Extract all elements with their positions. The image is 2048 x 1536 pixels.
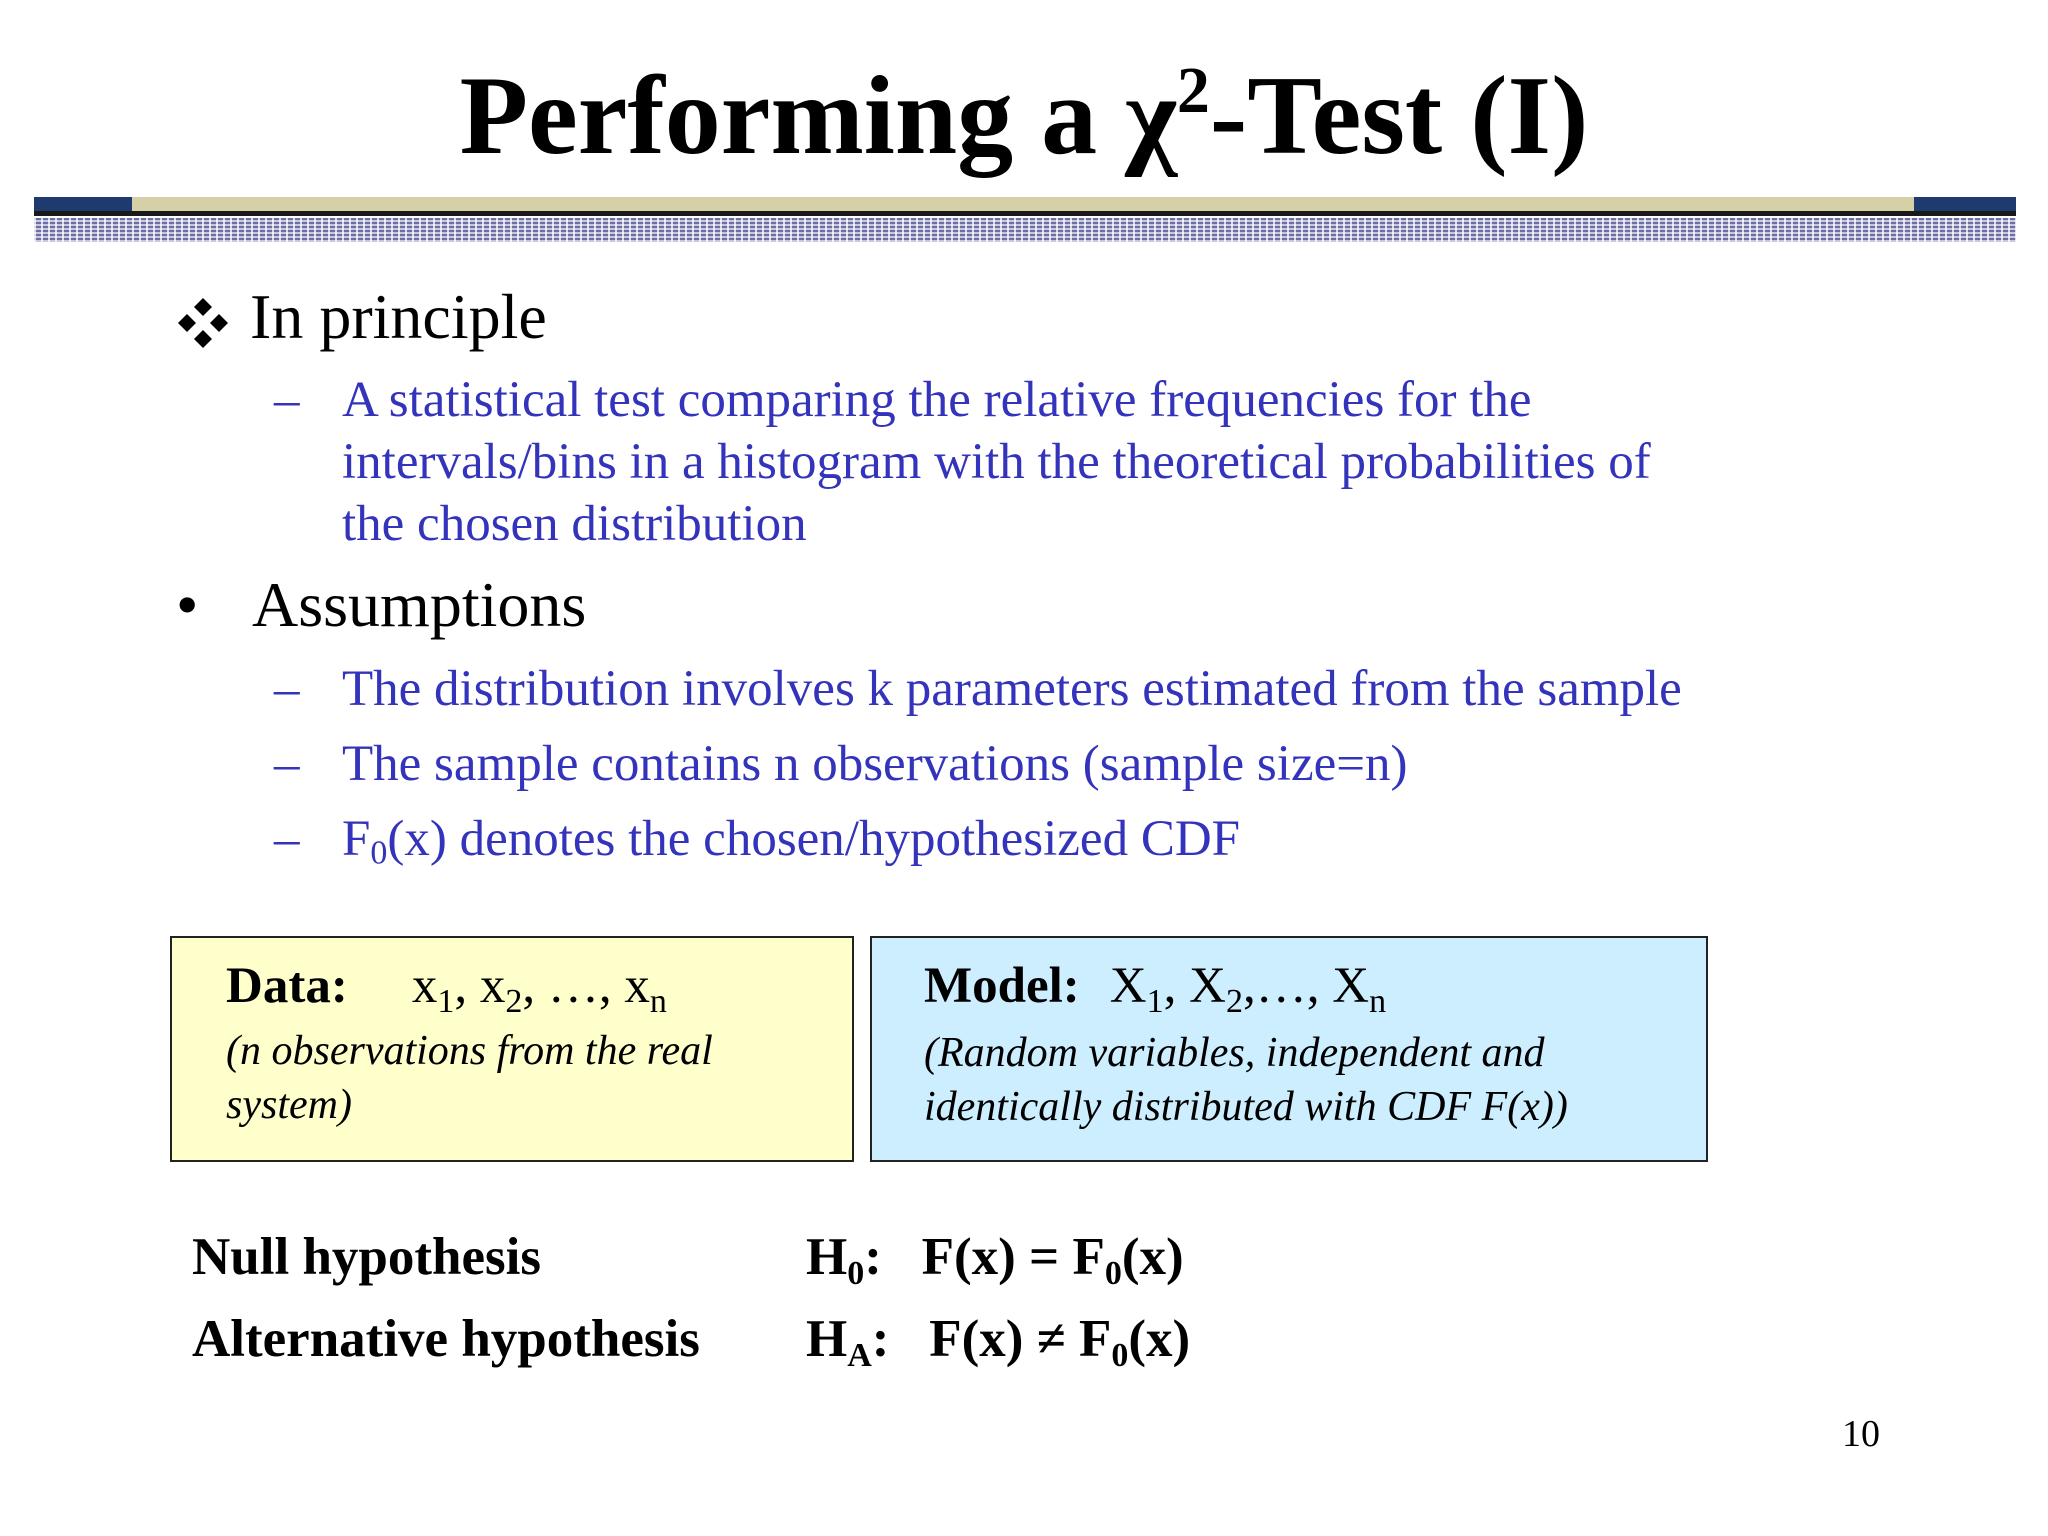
- model-box-heading: Model: $X_1$, $X_2,\dots$, $X_n$: [924, 958, 1387, 1021]
- header-band-right: [1914, 197, 2016, 211]
- model-box: [870, 936, 1708, 1162]
- assumption-item-1: The distribution involves k parameters estimated from the sample: [342, 661, 1682, 717]
- diamond-four-bullet-icon: [176, 296, 230, 350]
- data-box: [170, 936, 854, 1162]
- principle-line-1: A statistical test comparing the relative frequencies for the: [342, 372, 1532, 428]
- assumption-dash-3: –: [274, 811, 300, 867]
- assumption-item-3: $F_0(x)$ denotes the chosen/hypothesized CDF: [342, 811, 1241, 872]
- data-box-note-line-1: (n observations from the real: [226, 1028, 713, 1074]
- header-stripe: [34, 218, 2016, 242]
- null-hypothesis-formula: $H_0$: $F(x) = F_0(x)$: [806, 1228, 1184, 1293]
- principle-dash: –: [274, 372, 300, 428]
- header-band-middle: [132, 197, 1914, 211]
- header-rule: [34, 211, 2016, 216]
- model-box-note-line-2: identically distributed with CDF F(x)): [924, 1084, 1568, 1130]
- null-hypothesis-label: Null hypothesis: [192, 1228, 542, 1286]
- assumption-item-2: The sample contains n observations (sample size=n): [342, 736, 1408, 792]
- principle-line-3: the chosen distribution: [342, 496, 807, 552]
- page-number: 10: [1842, 1413, 1880, 1455]
- assumptions-heading: Assumptions: [252, 569, 587, 640]
- header-band-left: [34, 197, 132, 211]
- assumption-dash-2: –: [274, 736, 300, 792]
- principle-heading: In principle: [250, 281, 547, 352]
- assumptions-bullet: •: [176, 569, 199, 640]
- alternative-hypothesis-label: Alternative hypothesis: [192, 1310, 700, 1368]
- alternative-hypothesis-formula: $H_A$: $F(x) \ne F_0(x)$: [806, 1310, 1191, 1375]
- assumption-dash-1: –: [274, 661, 300, 717]
- data-box-note-line-2: system): [226, 1082, 352, 1128]
- model-box-note-line-1: (Random variables, independent and: [924, 1030, 1545, 1076]
- principle-line-2: intervals/bins in a histogram with the theoretical probabilities of: [342, 434, 1651, 490]
- slide-title: Performing a $\chi^2$-Test (I): [459, 54, 1589, 178]
- data-box-heading: Data: $x_1$, $x_2$, …, $x_n$: [226, 958, 667, 1021]
